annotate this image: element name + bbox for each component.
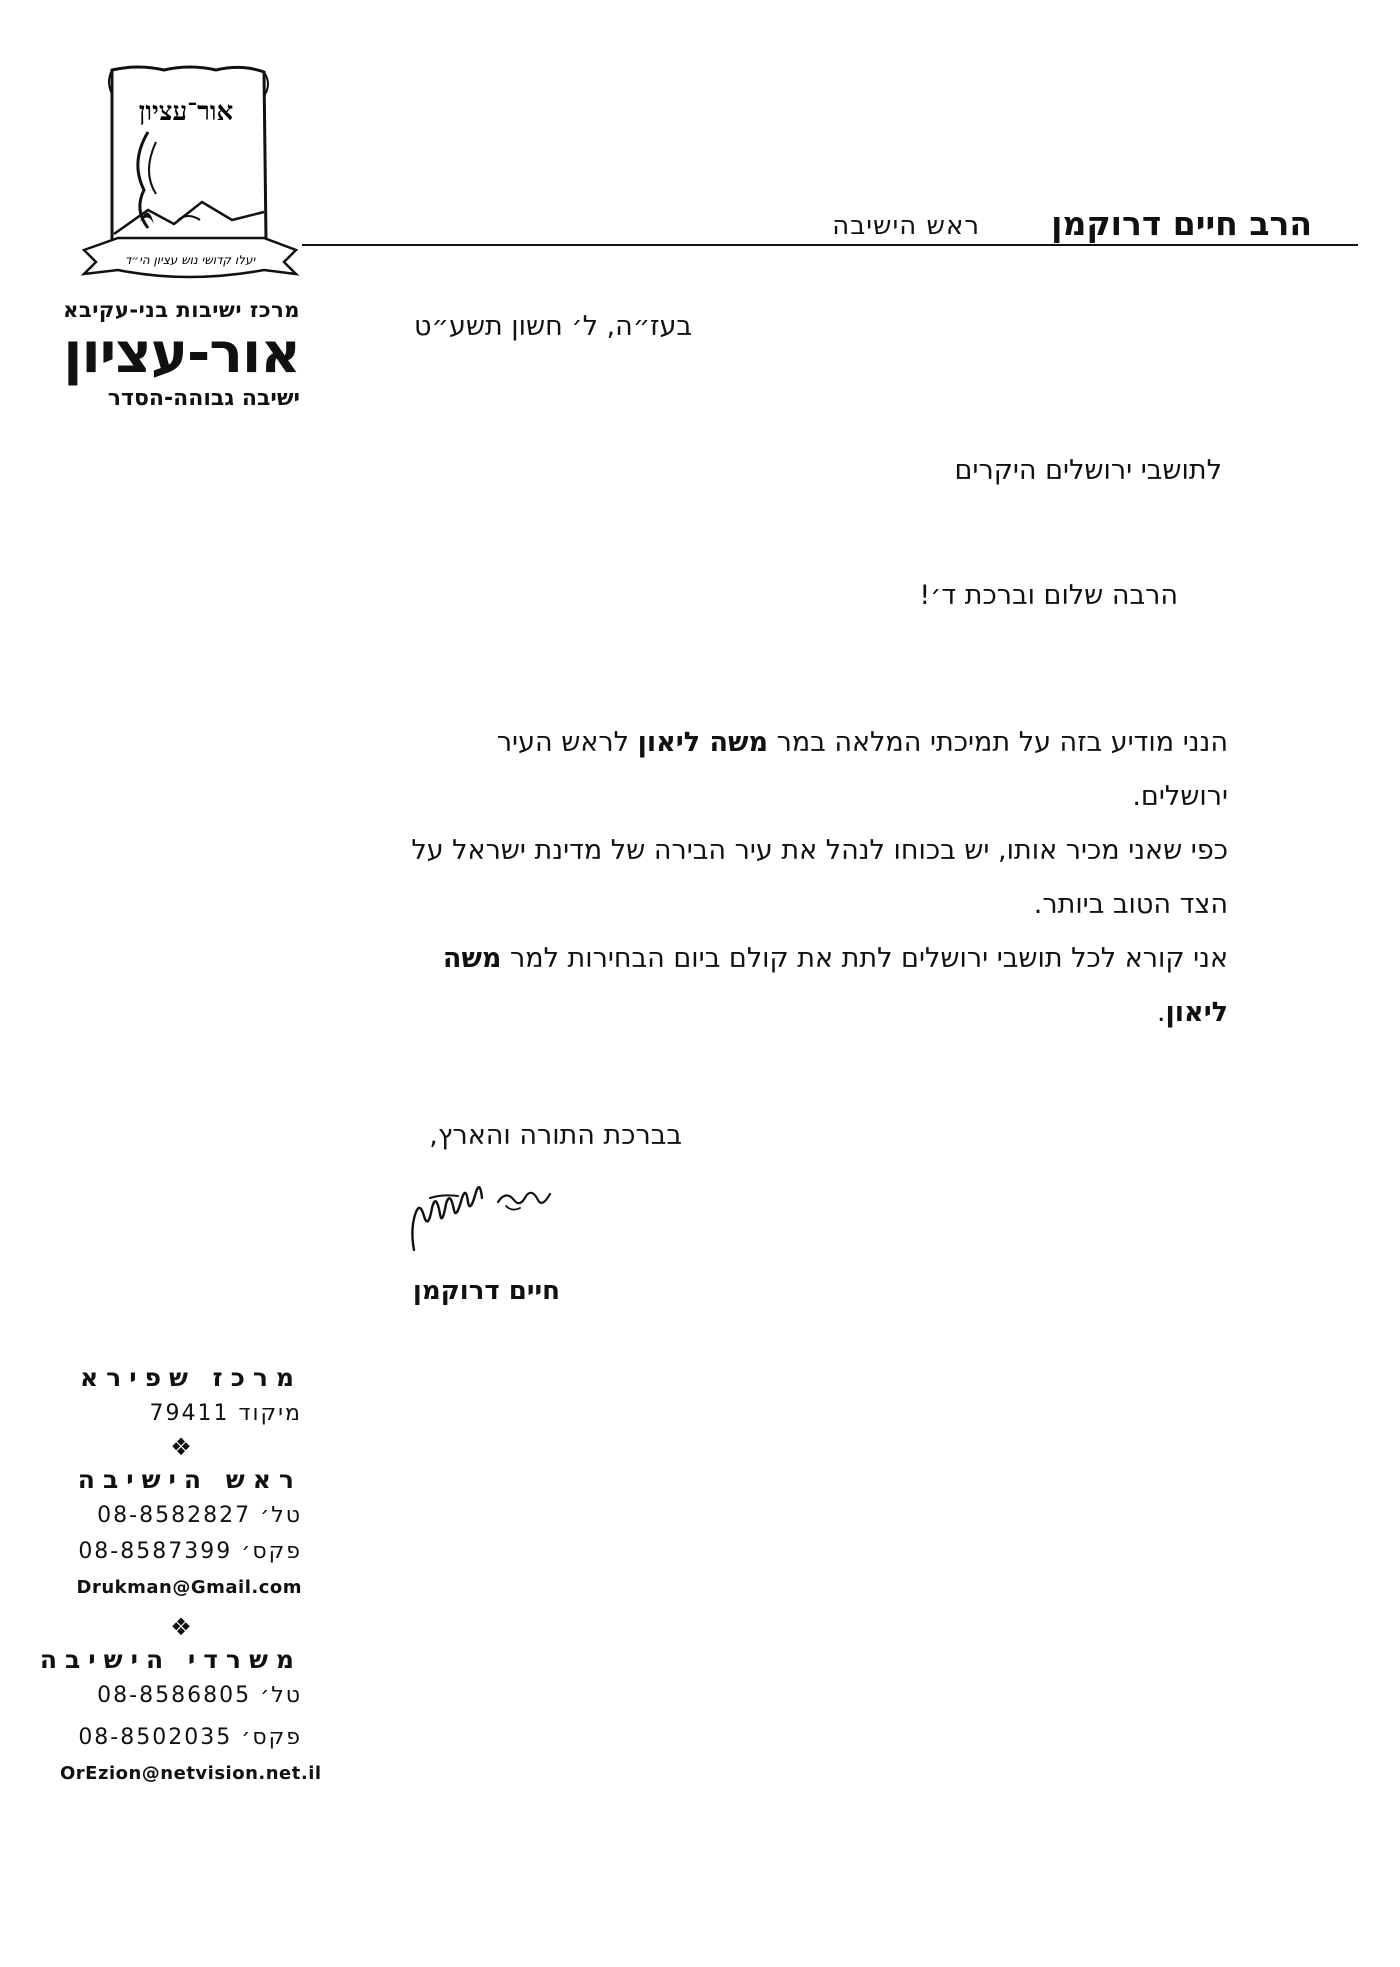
institution-name: אור-עציון [63, 321, 300, 386]
rabbi-name-heading: הרב חיים דרוקמן [1051, 204, 1312, 243]
letter-date: בעז״ה, ל׳ חשון תשע״ט [414, 311, 692, 342]
p3-text-after: . [1156, 997, 1166, 1028]
letter-paragraph-1 [394, 716, 1228, 824]
offices-title: משרדי הישיבה [39, 1645, 302, 1674]
letter-closing: בברכת התורה והארץ, [429, 1120, 682, 1151]
letter-paragraph-3 [394, 932, 1228, 1040]
candidate-name: משה ליאון [442, 943, 1228, 1028]
head-office-title: ראש הישיבה [77, 1465, 302, 1494]
offices-email: OrEzion@netvision.net.il [60, 1763, 322, 1784]
offices-phone: טל׳ 08-8586805 [97, 1683, 302, 1708]
letter-body [394, 716, 1228, 1040]
logo-name: אור־עציון [138, 97, 234, 127]
separator-icon: ❖ [170, 1613, 192, 1641]
location-name: מרכז שפירא [79, 1363, 302, 1392]
p1-text-before: הנני מודיע בזה על תמיכתי המלאה במר [768, 727, 1228, 758]
p1-text-after: לראש העיר ירושלים. [496, 727, 1228, 812]
signer-name: חיים דרוקמן [412, 1276, 560, 1306]
letter-greeting: הרבה שלום וברכת ד׳! [919, 580, 1178, 611]
offices-fax: פקס׳ 08-8502035 [78, 1725, 302, 1750]
header-divider [302, 244, 1358, 246]
p3-text-before: אני קורא לכל תושבי ירושלים לתת את קולם ביום הבחירות למר [501, 943, 1228, 974]
yeshiva-logo [78, 62, 304, 290]
institution-block [63, 298, 300, 411]
zip-code: מיקוד 79411 [149, 1401, 302, 1426]
letter-addressee: לתושבי ירושלים היקרים [954, 455, 1222, 486]
candidate-name: משה ליאון [637, 727, 769, 758]
logo-ribbon-text: יעלו קדושי נוש עציון הי״ד [124, 253, 256, 267]
handwritten-signature [402, 1168, 562, 1258]
head-email: Drukman@Gmail.com [76, 1577, 302, 1598]
institution-network: מרכז ישיבות בני-עקיבא [63, 298, 300, 322]
rabbi-title: ראש הישיבה [832, 211, 980, 241]
separator-icon: ❖ [170, 1433, 192, 1461]
institution-subtitle: ישיבה גבוהה-הסדר [107, 386, 300, 411]
contacts-column [39, 1360, 322, 1792]
head-fax: פקס׳ 08-8587399 [78, 1539, 302, 1564]
head-phone: טל׳ 08-8582827 [97, 1503, 302, 1528]
letter-paragraph-2: כפי שאני מכיר אותו, יש בכוחו לנהל את עיר הבירה של מדינת ישראל על הצד הטוב ביותר. [411, 835, 1228, 920]
